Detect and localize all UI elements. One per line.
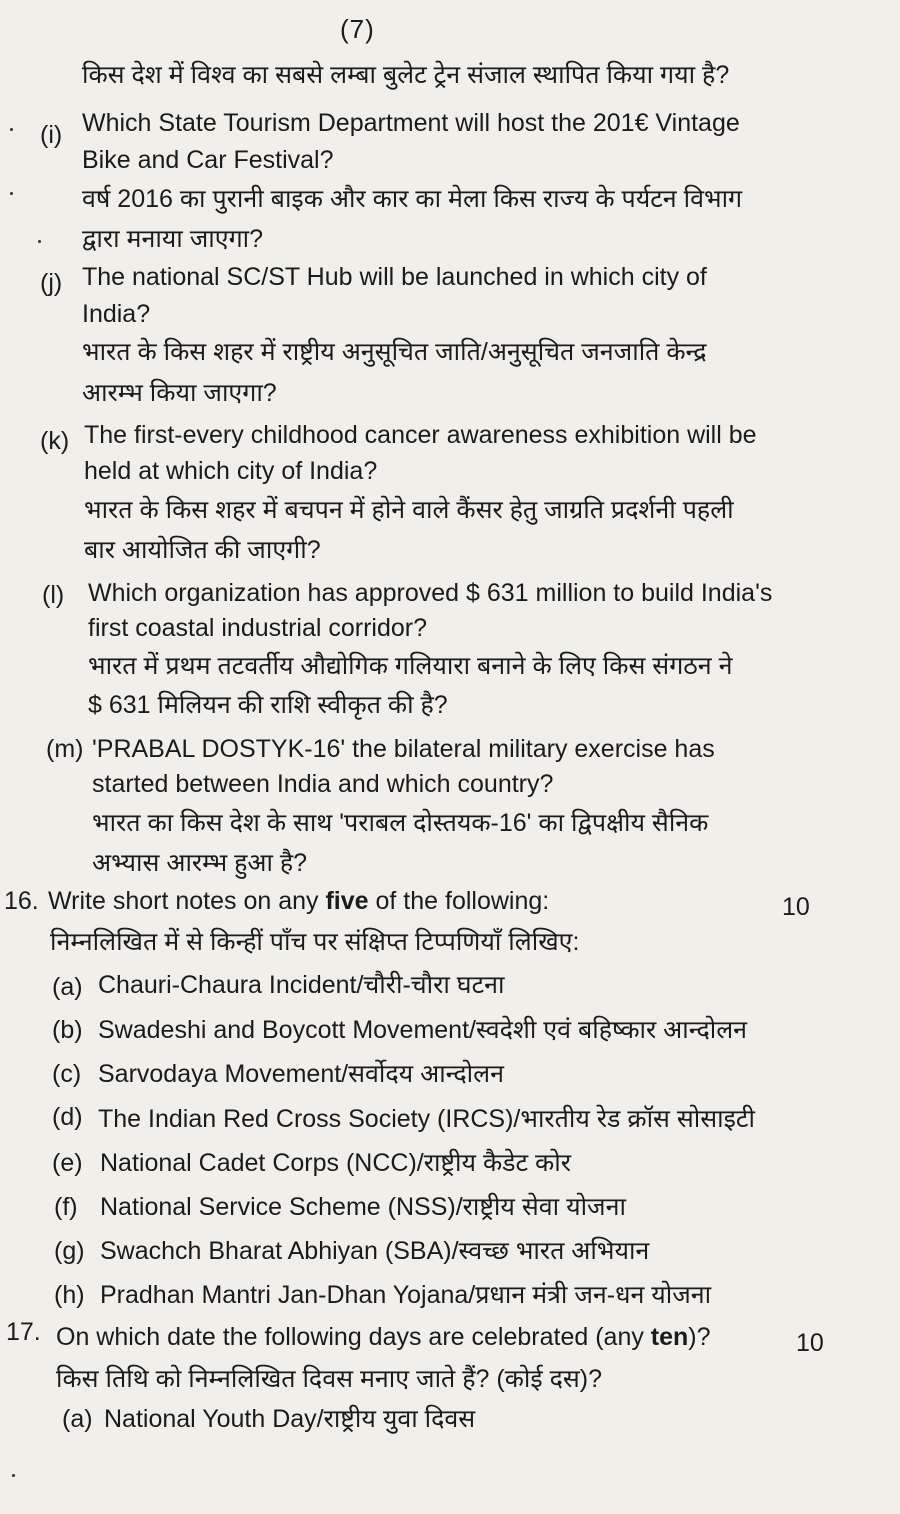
item-m-hindi-line-1: भारत का किस देश के साथ 'पराबल दोस्तयक-16' का द्विपक्षीय सैनिक — [92, 809, 709, 837]
item-k-english-line-1: The first-every childhood cancer awareness exhibition will be — [84, 421, 757, 449]
print-speck — [10, 128, 13, 131]
question-17-hindi: किस तिथि को निम्नलिखित दिवस मनाए जाते हैं? (कोई दस)? — [56, 1365, 602, 1393]
question-16-text — [48, 884, 549, 918]
q16-item-b-text: Swadeshi and Boycott Movement/स्वदेशी एवं बहिष्कार आन्दोलन — [98, 1016, 748, 1044]
item-i-english-line-2: Bike and Car Festival? — [82, 146, 334, 174]
question-17-text — [56, 1320, 711, 1354]
question-16-marks: 10 — [782, 893, 810, 921]
item-m-hindi-line-2: अभ्यास आरम्भ हुआ है? — [92, 849, 308, 877]
q16-item-h-marker: (h) — [54, 1281, 85, 1309]
item-i-english-line-1: Which State Tourism Department will host the 201€ Vintage — [82, 109, 740, 137]
question-17-number: 17. — [6, 1318, 41, 1346]
item-j-english-line-2: India? — [82, 300, 151, 328]
q16-item-c-text: Sarvodaya Movement/सर्वोदय आन्दोलन — [98, 1060, 504, 1088]
q16-item-f-text: National Service Scheme (NSS)/राष्ट्रीय सेवा योजना — [100, 1193, 626, 1221]
item-l-hindi-line-2: $ 631 मिलियन की राशि स्वीकृत की है? — [88, 691, 448, 719]
question-16-text-part: Write short notes on any — [48, 887, 326, 915]
question-16-bold-word: five — [325, 887, 369, 915]
intro-hindi-line: किस देश में विश्व का सबसे लम्बा बुलेट ट्रेन संजाल स्थापित किया गया है? — [82, 61, 730, 89]
q16-item-g-text: Swachch Bharat Abhiyan (SBA)/स्वच्छ भारत अभियान — [100, 1237, 650, 1265]
item-m-marker: (m) — [46, 735, 84, 763]
item-l-english-line-1: Which organization has approved $ 631 million to build India's — [88, 579, 773, 607]
item-k-english-line-2: held at which city of India? — [84, 457, 378, 485]
q17-item-a-text: National Youth Day/राष्ट्रीय युवा दिवस — [104, 1405, 476, 1433]
q16-item-d-marker: (d) — [52, 1103, 83, 1131]
q16-item-a-text: Chauri-Chaura Incident/चौरी-चौरा घटना — [98, 971, 505, 999]
q16-item-g-marker: (g) — [54, 1237, 85, 1265]
page-number: (7) — [340, 14, 375, 44]
q16-item-c-marker: (c) — [52, 1060, 82, 1088]
q16-item-b-marker: (b) — [52, 1016, 83, 1044]
item-l-hindi-line-1: भारत में प्रथम तटवर्तीय औद्योगिक गलियारा बनाने के लिए किस संगठन ने — [88, 652, 733, 680]
item-j-hindi-line-2: आरम्भ किया जाएगा? — [82, 379, 277, 407]
question-16-text-part: of the following: — [368, 887, 550, 915]
item-j-english-line-1: The national SC/ST Hub will be launched in which city of — [82, 263, 707, 291]
item-k-hindi-line-1: भारत के किस शहर में बचपन में होने वाले कैंसर हेतु जाग्रति प्रदर्शनी पहली — [84, 496, 734, 524]
item-j-hindi-line-1: भारत के किस शहर में राष्ट्रीय अनुसूचित जाति/अनुसूचित जनजाति केन्द्र — [82, 338, 707, 366]
q16-item-a-marker: (a) — [52, 973, 83, 1001]
question-16-number: 16. — [4, 887, 39, 915]
item-m-english-line-2: started between India and which country? — [92, 770, 554, 798]
print-speck — [38, 240, 41, 243]
item-k-hindi-line-2: बार आयोजित की जाएगी? — [84, 536, 321, 564]
q16-item-e-marker: (e) — [52, 1149, 83, 1177]
item-l-marker: (l) — [42, 581, 65, 609]
question-17-bold-word: ten — [650, 1323, 689, 1351]
item-i-hindi-line-1: वर्ष 2016 का पुरानी बाइक और कार का मेला किस राज्य के पर्यटन विभाग — [82, 185, 743, 213]
print-speck — [10, 192, 13, 195]
q17-item-a-marker: (a) — [62, 1405, 93, 1433]
print-speck — [12, 1474, 15, 1477]
item-i-hindi-line-2: द्वारा मनाया जाएगा? — [82, 225, 264, 253]
q16-item-h-text: Pradhan Mantri Jan-Dhan Yojana/प्रधान मंत्री जन-धन योजना — [100, 1281, 712, 1309]
item-j-marker: (j) — [40, 269, 63, 297]
question-16-hindi: निम्नलिखित में से किन्हीं पाँच पर संक्षिप्त टिप्पणियाँ लिखिए: — [50, 928, 580, 956]
item-k-marker: (k) — [40, 427, 70, 455]
question-17-text-part: On which date the following days are celebrated (any — [56, 1323, 651, 1351]
item-i-marker: (i) — [40, 121, 63, 149]
q16-item-e-text: National Cadet Corps (NCC)/राष्ट्रीय कैडेट कोर — [100, 1149, 571, 1177]
question-17-text-part: )? — [688, 1323, 711, 1351]
item-m-english-line-1: 'PRABAL DOSTYK-16' the bilateral military exercise has — [92, 735, 715, 763]
question-17-marks: 10 — [796, 1329, 824, 1357]
q16-item-f-marker: (f) — [54, 1193, 78, 1221]
item-l-english-line-2: first coastal industrial corridor? — [88, 614, 428, 642]
q16-item-d-text: The Indian Red Cross Society (IRCS)/भारतीय रेड क्रॉस सोसाइटी — [98, 1105, 755, 1133]
